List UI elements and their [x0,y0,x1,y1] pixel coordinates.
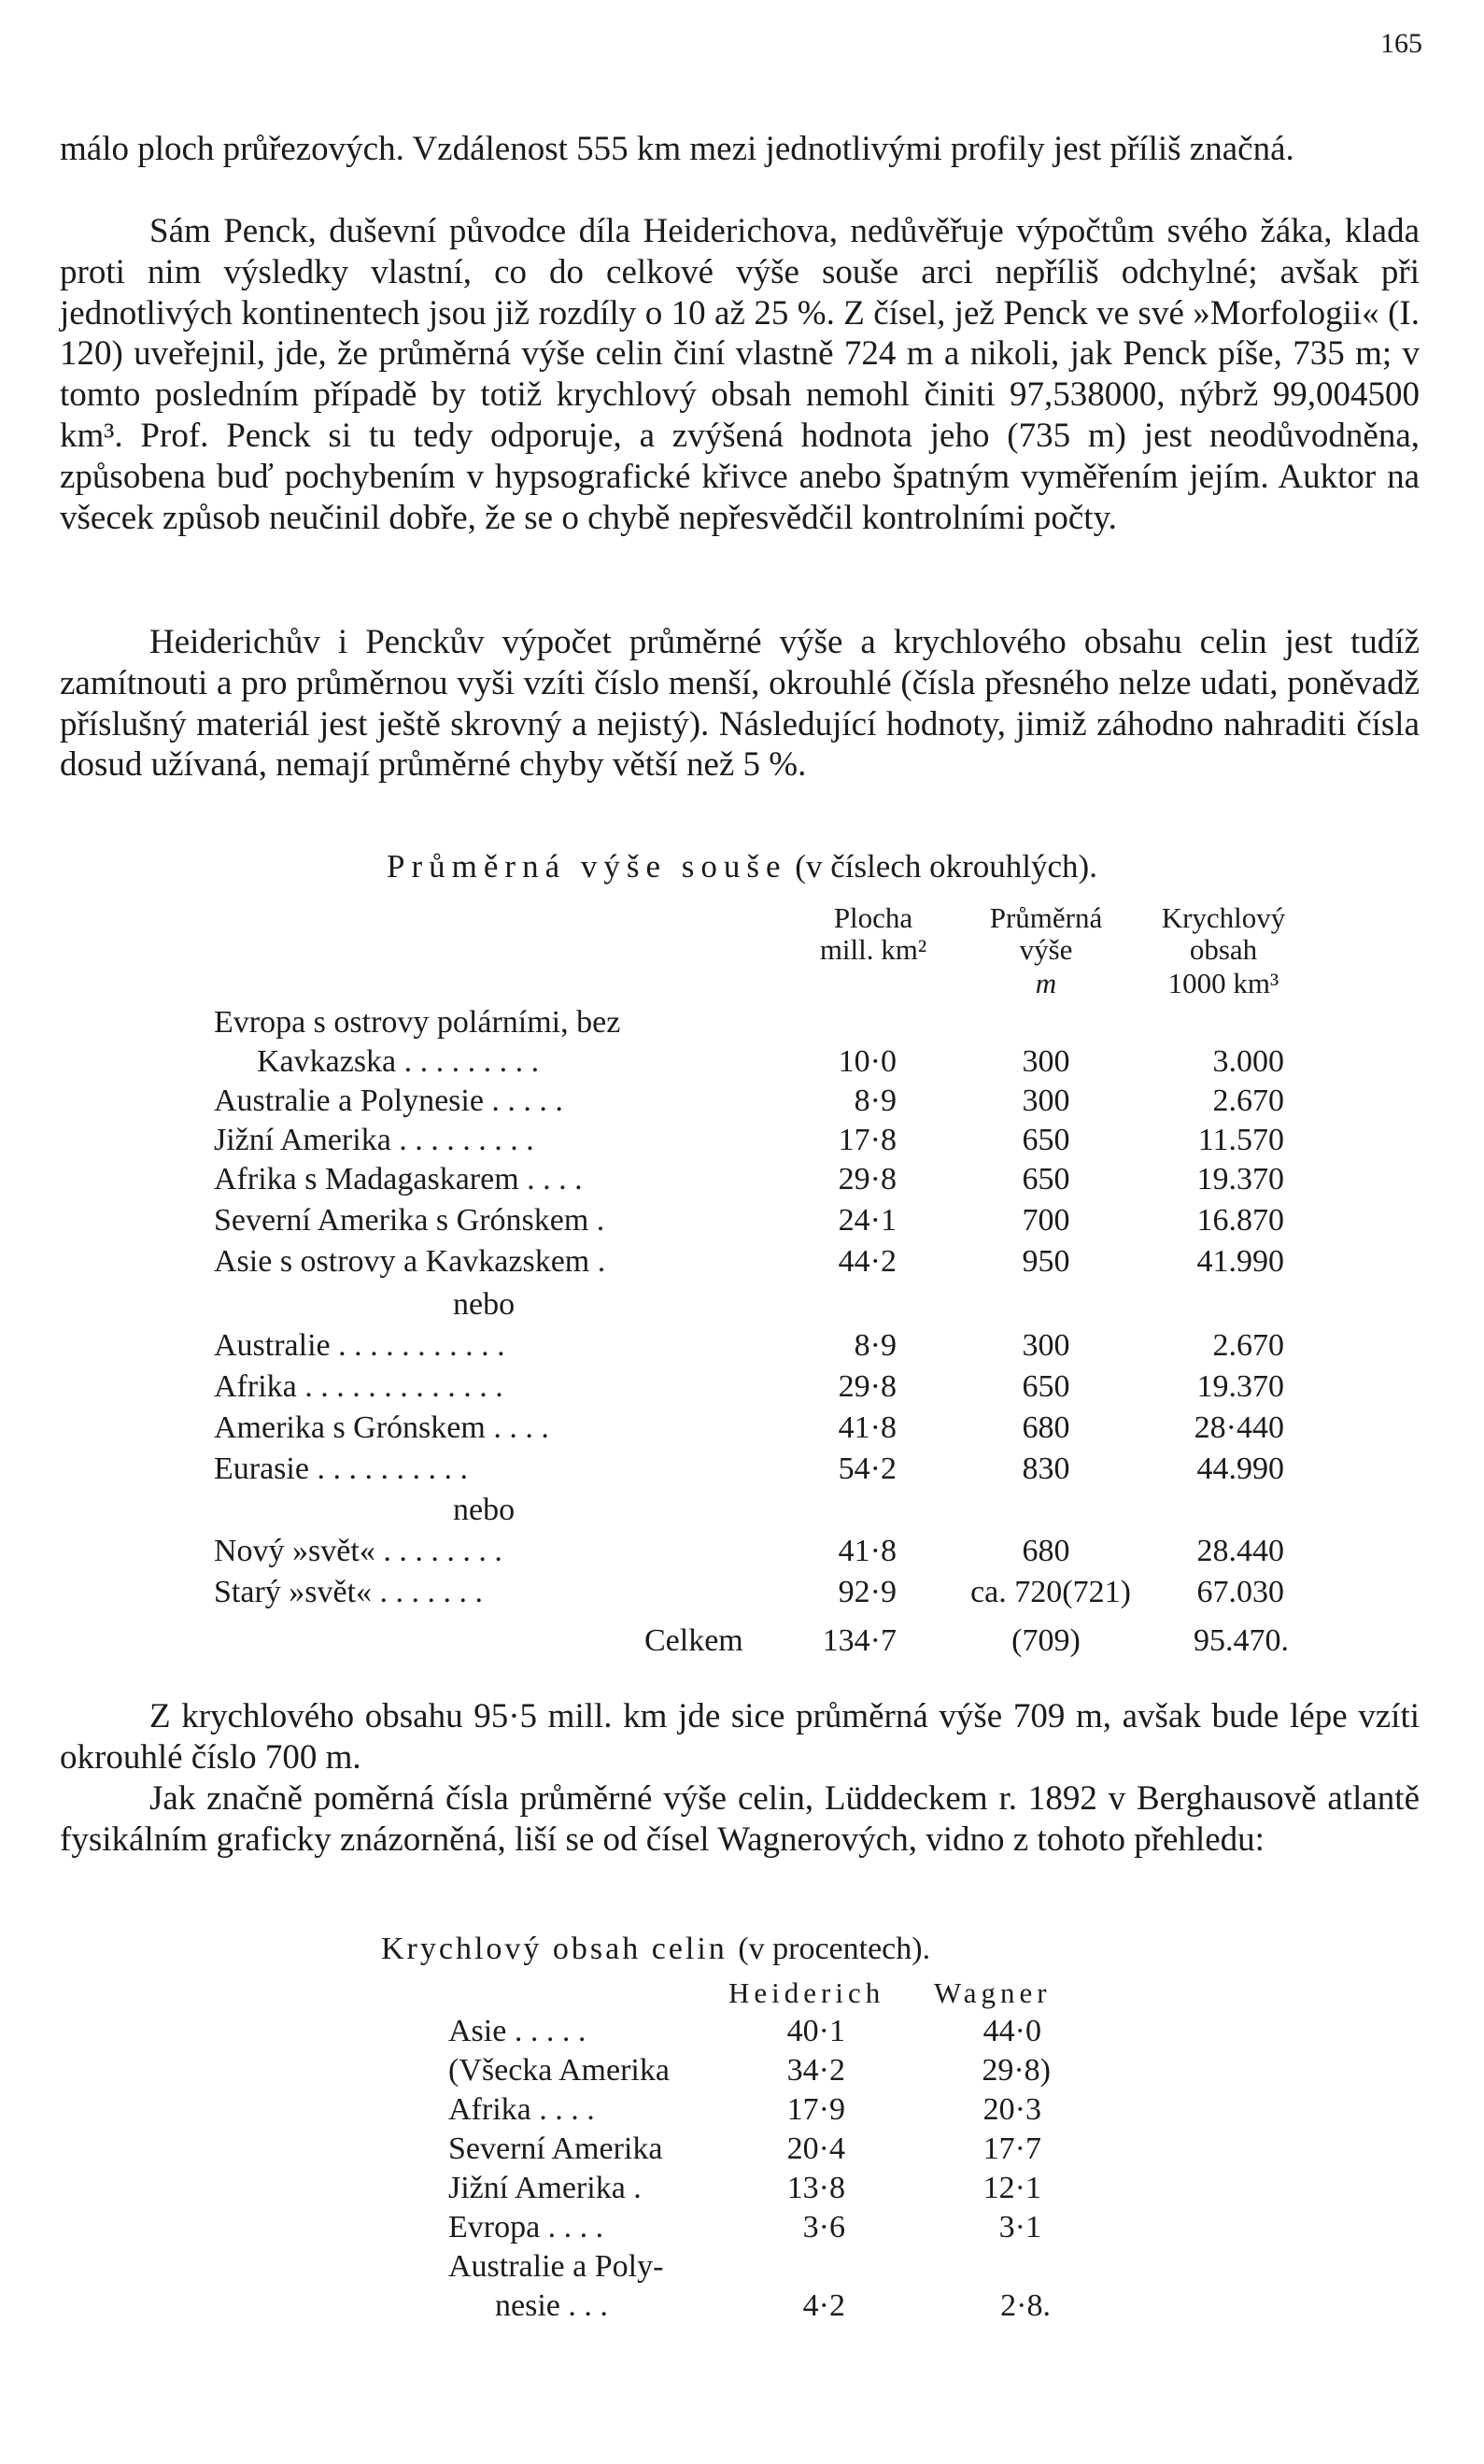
table2-cell-heiderich: 20·4 [786,2131,845,2166]
col-volume-header-1: Krychlový [1161,901,1286,934]
table2-row-label: Asie . . . . . [448,2014,587,2048]
table1-cell-volume: 3.000 [1212,1044,1284,1079]
table1-cell-area: 8·9 [854,1328,897,1363]
table2-cell-wagner: 12·1 [982,2171,1041,2205]
table1-cell-area: 29·8 [838,1369,897,1404]
table1-row-label: Nový »svět« . . . . . . . . [214,1534,502,1568]
table1-cell-height: 680 [1022,1534,1070,1568]
table1-title: Průměrná výše souše [387,848,787,885]
table1-row-label: Amerika s Grónskem . . . . [214,1410,549,1445]
table1-total-area: 134·7 [822,1623,897,1658]
table2-cell-wagner: 2·8. [1000,2288,1051,2323]
col-volume-header-2: obsah [1189,933,1258,966]
table1-row-label: Starý »svět« . . . . . . . [214,1575,484,1609]
table1-cell-height: 650 [1022,1369,1070,1404]
table2-cell-heiderich: 40·1 [786,2014,845,2048]
table1-cell-volume: 16.870 [1196,1203,1284,1238]
table1-row-label: Eurasie . . . . . . . . . . [214,1451,468,1486]
table1-cell-volume: 19.370 [1196,1369,1284,1404]
col-height-header-3: m [1035,967,1057,999]
table2-title-suffix: (v procentech). [738,1932,931,1966]
table1-cell-area: 44·2 [838,1244,897,1279]
table1-cell-area: 41·8 [838,1534,897,1568]
table2-cell-heiderich: 34·2 [786,2053,845,2088]
table1-row-label: Jižní Amerika . . . . . . . . . [214,1123,534,1157]
table2-title-line [381,1932,930,1967]
table1-cell-area: 17·8 [838,1123,897,1157]
col-area-header-1: Plocha [833,901,913,934]
table2-cell-wagner: 29·8) [982,2053,1051,2088]
table1-cell-height: 650 [1022,1123,1070,1157]
table1-cell-height: 950 [1022,1244,1070,1279]
table2-cell-heiderich: 17·9 [786,2092,845,2127]
table1-row-label: Asie s ostrovy a Kavkazskem . [214,1244,606,1279]
table1-cell-height: 680 [1022,1410,1070,1445]
table1-row-label: Afrika . . . . . . . . . . . . . [214,1369,503,1404]
col-volume-header-3: 1000 km³ [1167,967,1279,999]
table1-cell-area: 24·1 [838,1203,897,1238]
table1-cell-volume: 44.990 [1196,1451,1284,1486]
paragraph-3: Heiderichův i Penckův výpočet průměrné výše a krychlového obsahu celin jest tudíž zamítnouti a pro průměrnou vyši vzíti číslo menší, okrouhlé (čísla přesného nelze udati, poněvadž příslušný materiál jest ještě skrovný a nejistý). Následující hodnoty, jimiž záhodno nahraditi čísla dosud užívaná, nemají průměrné chyby větší než 5 %. [60,623,1420,785]
table1-cell-volume: 19.370 [1196,1162,1284,1197]
table1-cell-volume: 2.670 [1212,1083,1284,1118]
table2-cell-wagner: 20·3 [982,2092,1041,2127]
table2-title: Krychlový obsah celin [381,1932,728,1966]
table1-cell-height: 650 [1022,1162,1070,1197]
table1-cell-height: 300 [1022,1328,1070,1363]
table2-row-label: Jižní Amerika . [448,2171,642,2205]
col-height-header-2: výše [1019,933,1073,966]
table1-cell-area: 41·8 [838,1410,897,1445]
table2-row-label: Afrika . . . . [448,2092,595,2127]
paragraph-4: Z krychlového obsahu 95·5 mill. km jde sice průměrná výše 709 m, avšak bude lépe vzíti okrouhlé číslo 700 m. [60,1697,1420,1777]
table2-row-label: Severní Amerika [448,2131,663,2166]
table2-row-label: nesie . . . [495,2288,608,2323]
paragraph-5: Jak značně poměrná čísla průměrné výše celin, Lüddeckem r. 1892 v Berghausově atlantě fysikálním graficky znázorněná, liší se od čísel Wagnerových, vidno z tohoto přehledu: [60,1779,1420,1859]
table1-cell-height: 300 [1022,1044,1070,1079]
table1-cell-volume: 41.990 [1196,1244,1284,1279]
table1-row-label: Australie a Polynesie . . . . . [214,1083,563,1118]
table1-row-label: Evropa s ostrovy polárními, bez [214,1005,621,1040]
table1-cell-height: 830 [1022,1451,1070,1486]
paragraph-1: málo ploch průřezových. Vzdálenost 555 km mezi jednotlivými profily jest příliš značná. [60,130,1294,168]
table2-row-label: Australie a Poly- [448,2249,664,2284]
paragraph-2: Sám Penck, duševní původce díla Heiderichova, nedůvěřuje výpočtům svého žáka, klada proti nim výsledky vlastní, co do celkové výše souše arci nepříliš odchylné; avšak při jednotlivých kontinentech jsou již rozdíly o 10 až 25 %. Z čísel, jež Penck ve své »Morfologii« (I. 120) uveřejnil, jde, že průměrná výše celin činí vlastně 724 m a nikoli, jak Penck píše, 735 m; v tomto posledním případě by totiž krychlový obsah nemohl činiti 97,538000, nýbrž 99,004500 km³. Prof. Penck si tu tedy odporuje, a zvýšená hodnota jeho (735 m) jest neodůvodněna, způsobena buď pochybením v hypsografické křivce anebo špatným vyměřením jejím. Auktor na všecek způsob neučinil dobře, že se o chybě nepřesvědčil kontrolními počty. [60,212,1420,537]
table1-title-line [0,848,1484,885]
table1-cell-area: 8·9 [854,1083,897,1118]
table1-total-volume: 95.470. [1194,1623,1289,1658]
table1-cell-volume: 67.030 [1196,1575,1284,1609]
table1-cell-area: 92·9 [838,1575,897,1609]
table1-cell-area: 54·2 [838,1451,897,1486]
table1-cell-volume: 28.440 [1196,1534,1284,1568]
table1-total-label: Celkem [644,1623,743,1658]
table1-cell-area: 10·0 [838,1044,897,1079]
table1-row-label: Australie . . . . . . . . . . . [214,1328,505,1363]
table2-row-label: (Všecka Amerika [448,2053,670,2088]
table2-cell-wagner: 44·0 [982,2014,1041,2048]
table1-row-label: nebo [453,1493,516,1527]
table1-row-label: nebo [453,1287,516,1322]
table1-row-label: Severní Amerika s Grónskem . [214,1203,605,1238]
col-height-header-1: Průměrná [989,901,1103,934]
table2-col-heiderich: Heiderich [728,1976,885,2009]
table1-title-suffix: (v číslech okrouhlých). [795,848,1097,885]
col-area-header-2: mill. km² [819,933,927,966]
table2-cell-heiderich: 13·8 [786,2171,845,2205]
table2-cell-wagner: 3·1 [998,2210,1041,2245]
table1-row-label: Afrika s Madagaskarem . . . . [214,1162,583,1197]
page-number: 165 [1380,28,1422,59]
table1-cell-volume: 28·440 [1194,1410,1284,1445]
table1-cell-height: ca. 720(721) [970,1575,1131,1609]
table1-row-label: Kavkazska . . . . . . . . . [257,1044,540,1079]
table2-cell-wagner: 17·7 [982,2131,1041,2166]
table2-cell-heiderich: 3·6 [802,2210,845,2245]
table1-cell-volume: 11.570 [1197,1123,1284,1157]
table1-cell-height: 700 [1022,1203,1070,1238]
table1-cell-height: 300 [1022,1083,1070,1118]
table1-total-height: (709) [1011,1623,1081,1658]
table2-cell-heiderich: 4·2 [802,2288,845,2323]
table1-cell-volume: 2.670 [1212,1328,1284,1363]
table2-row-label: Evropa . . . . [448,2210,604,2245]
table1-cell-area: 29·8 [838,1162,897,1197]
table2-col-wagner: Wagner [934,1976,1052,2009]
